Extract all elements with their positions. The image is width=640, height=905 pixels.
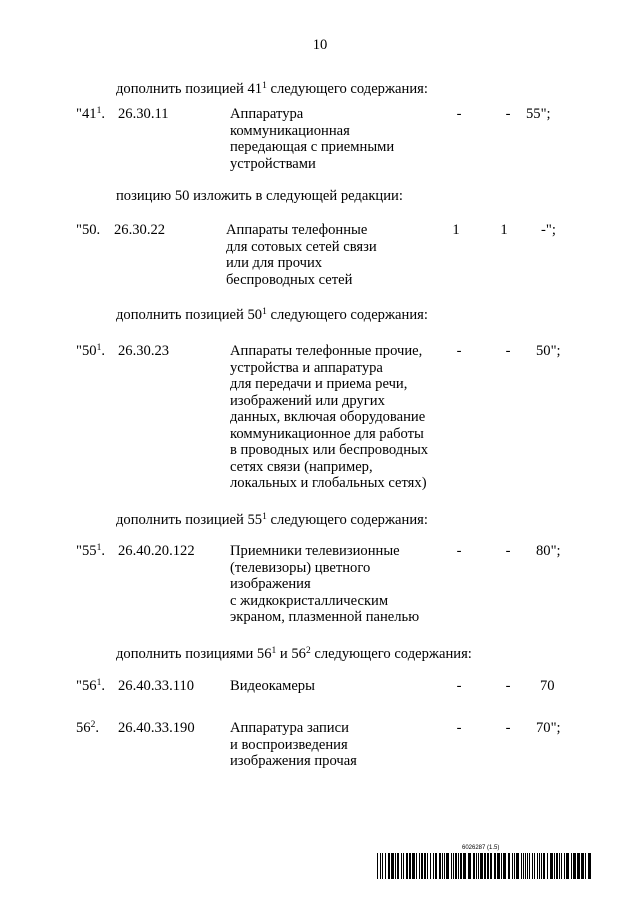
barcode-bar	[588, 853, 591, 879]
okpd-code: 26.40.33.190	[118, 720, 195, 736]
description-line: Видеокамеры	[230, 678, 315, 694]
position-number	[76, 720, 99, 737]
barcode-bar	[543, 853, 545, 879]
barcode-bar	[397, 853, 399, 879]
description-line: данных, включая оборудование	[230, 409, 426, 425]
value-col-2: -	[505, 543, 511, 559]
barcode-bar	[444, 853, 445, 879]
barcode-bar	[516, 853, 519, 879]
barcode-bar	[451, 853, 452, 879]
value-col-3: 50";	[536, 343, 561, 359]
position-number-text: 56	[76, 720, 91, 736]
barcode-bar	[571, 853, 572, 879]
position-number	[76, 343, 105, 360]
description-line: изображений или других	[230, 392, 385, 409]
description-line: коммуникационное для работы	[230, 425, 424, 442]
value-col-3: -";	[541, 222, 556, 238]
barcode-bar	[501, 853, 502, 879]
barcode-bar	[537, 853, 538, 879]
item-description	[230, 343, 428, 492]
position-number-text: "41	[76, 106, 97, 122]
description-line: с жидкокристаллическим	[230, 592, 389, 609]
value-col-2: -	[505, 106, 511, 122]
okpd-code: 26.30.11	[118, 106, 169, 122]
barcode-bar	[573, 853, 576, 879]
barcode-bar	[512, 853, 513, 879]
barcode-bar	[403, 853, 404, 879]
barcode-bar	[473, 853, 475, 879]
barcode-bar	[490, 853, 492, 879]
barcode-bar	[480, 853, 483, 879]
superscript: 2	[305, 646, 311, 656]
instruction-text: следующего содержания:	[266, 512, 428, 528]
description-line: беспроводных сетей	[226, 271, 353, 288]
barcode-bar	[525, 853, 526, 879]
description-line: Приемники телевизионные	[230, 543, 400, 559]
barcode-bar	[503, 853, 506, 879]
position-number-text: .	[101, 678, 105, 694]
item-description	[230, 106, 394, 172]
okpd-code: 26.30.23	[118, 343, 170, 359]
barcode-bar	[539, 853, 540, 879]
value-col-3: 70	[540, 678, 555, 694]
instruction-add-56-1-56-2	[116, 646, 472, 663]
position-number-text: .	[95, 720, 99, 736]
item-description	[226, 222, 377, 288]
value-col-1: 1	[452, 222, 460, 238]
barcode-bar	[577, 853, 580, 879]
barcode-bar	[412, 853, 415, 879]
position-number-text: "56	[76, 678, 97, 694]
barcode-bar	[529, 853, 530, 879]
item-description	[230, 678, 315, 695]
barcode-bar	[430, 853, 431, 879]
position-number-text: .	[101, 543, 105, 559]
position-number-text: "50	[76, 343, 97, 359]
description-line: Аппараты телефонные прочие,	[230, 343, 423, 359]
barcode-bar	[395, 853, 396, 879]
value-col-3: 55";	[526, 106, 551, 122]
barcode-bar	[421, 853, 423, 879]
item-description	[230, 543, 419, 626]
barcode-bar	[463, 853, 466, 879]
barcode-bar	[566, 853, 569, 879]
barcode-bar	[523, 853, 524, 879]
value-col-3: 70";	[536, 720, 561, 736]
position-number-text: .	[101, 106, 105, 122]
barcode-bar	[409, 853, 411, 879]
barcode-bar	[388, 853, 390, 879]
barcode-bar	[416, 853, 417, 879]
position-number	[76, 106, 105, 123]
description-line: Аппаратура записи	[230, 720, 349, 736]
superscript: 1	[96, 678, 102, 688]
barcode-bar	[478, 853, 479, 879]
instruction-text: и 56	[276, 646, 306, 662]
instruction-text: дополнить позицией 55	[116, 512, 263, 528]
value-col-2: -	[505, 720, 511, 736]
value-col-3: 80";	[536, 543, 561, 559]
barcode-bar	[446, 853, 449, 879]
barcode-bar	[442, 853, 443, 879]
okpd-code: 26.40.20.122	[118, 543, 195, 559]
superscript: 1	[271, 646, 277, 656]
description-line: Аппаратура	[230, 106, 304, 122]
instruction-add-41-1	[116, 81, 428, 98]
barcode-bar	[419, 853, 420, 879]
barcode-bar	[377, 853, 378, 879]
barcode-bar	[439, 853, 441, 879]
superscript: 1	[96, 106, 102, 116]
description-line: для передачи и приема речи,	[230, 376, 408, 392]
barcode-bar	[487, 853, 489, 879]
position-number	[76, 222, 100, 239]
description-line: изображения	[230, 576, 311, 592]
instruction-text: следующего содержания:	[266, 81, 428, 97]
barcode-bar	[559, 853, 560, 879]
barcode-bar	[427, 853, 428, 879]
barcode-bar	[497, 853, 500, 879]
barcode-label: 6026287 (1.5)	[462, 845, 500, 851]
instruction-text: следующего содержания:	[266, 307, 428, 323]
description-line: сетях связи (например,	[230, 458, 373, 475]
instruction-text: дополнить позицией 41	[116, 81, 263, 97]
barcode-bar	[455, 853, 457, 879]
instruction-add-55-1	[116, 512, 428, 529]
superscript: 1	[262, 512, 267, 522]
page-number: 10	[312, 37, 328, 53]
value-col-1: -	[456, 678, 462, 694]
barcode-bar	[508, 853, 510, 879]
description-line: Аппараты телефонные	[226, 222, 368, 238]
barcode	[377, 853, 592, 879]
description-line: локальных и глобальных сетях)	[230, 475, 427, 491]
barcode-bar	[424, 853, 426, 879]
barcode-bar	[468, 853, 471, 879]
instruction-add-50-1	[116, 307, 428, 324]
barcode-bar	[385, 853, 386, 879]
barcode-bar	[581, 853, 584, 879]
barcode-bar	[484, 853, 486, 879]
instruction-text: дополнить позицией 50	[116, 307, 263, 323]
barcode-bar	[550, 853, 553, 879]
position-number	[76, 678, 105, 695]
value-col-1: -	[456, 543, 462, 559]
value-col-2: -	[505, 343, 511, 359]
description-line: изображения прочая	[230, 753, 357, 769]
barcode-bar	[521, 853, 522, 879]
value-col-2: 1	[500, 222, 508, 238]
barcode-bar	[460, 853, 462, 879]
value-col-2: -	[505, 678, 511, 694]
item-description	[230, 720, 357, 770]
instruction-text: следующего содержания:	[310, 646, 472, 662]
barcode-bar	[406, 853, 408, 879]
value-col-1: -	[456, 106, 462, 122]
instruction-replace-50: позицию 50 изложить в следующей редакции:	[116, 188, 403, 204]
description-line: устройствами	[230, 155, 316, 172]
barcode-bar	[382, 853, 383, 879]
description-line: коммуникационная	[230, 122, 350, 139]
barcode-bar	[534, 853, 535, 879]
description-line: экраном, плазменной панелью	[230, 609, 420, 625]
superscript: 1	[96, 343, 102, 353]
description-line: или для прочих	[226, 255, 323, 271]
description-line: устройства и аппаратура	[230, 359, 383, 376]
barcode-bar	[541, 853, 542, 879]
value-col-1: -	[456, 343, 462, 359]
position-number-text: .	[101, 343, 105, 359]
barcode-bar	[476, 853, 477, 879]
superscript: 1	[262, 81, 267, 91]
description-line: и воспроизведения	[230, 736, 348, 753]
barcode-bar	[453, 853, 454, 879]
position-number-text: "50.	[76, 222, 101, 238]
barcode-bar	[532, 853, 533, 879]
barcode-bar	[564, 853, 565, 879]
position-number-text: "55	[76, 543, 97, 559]
instruction-text: дополнить позициями 56	[116, 646, 272, 662]
barcode-bar	[380, 853, 381, 879]
value-col-1: -	[456, 720, 462, 736]
barcode-bar	[494, 853, 496, 879]
position-number	[76, 543, 105, 560]
description-line: для сотовых сетей связи	[226, 238, 377, 255]
barcode-bar	[527, 853, 528, 879]
barcode-bar	[556, 853, 558, 879]
barcode-bar	[458, 853, 459, 879]
description-line: (телевизоры) цветного	[230, 559, 371, 576]
barcode-bar	[435, 853, 437, 879]
barcode-bar	[401, 853, 402, 879]
barcode-bar	[561, 853, 562, 879]
barcode-bar	[391, 853, 394, 879]
superscript: 2	[90, 720, 96, 730]
barcode-bar	[547, 853, 548, 879]
superscript: 1	[262, 307, 267, 317]
barcode-bar	[554, 853, 555, 879]
okpd-code: 26.30.22	[114, 222, 166, 238]
superscript: 1	[96, 543, 102, 553]
okpd-code: 26.40.33.110	[118, 678, 195, 694]
description-line: передающая с приемными	[230, 139, 395, 155]
description-line: в проводных или беспроводных	[230, 442, 429, 458]
barcode-bar	[585, 853, 586, 879]
barcode-bar	[514, 853, 515, 879]
barcode-bar	[433, 853, 434, 879]
